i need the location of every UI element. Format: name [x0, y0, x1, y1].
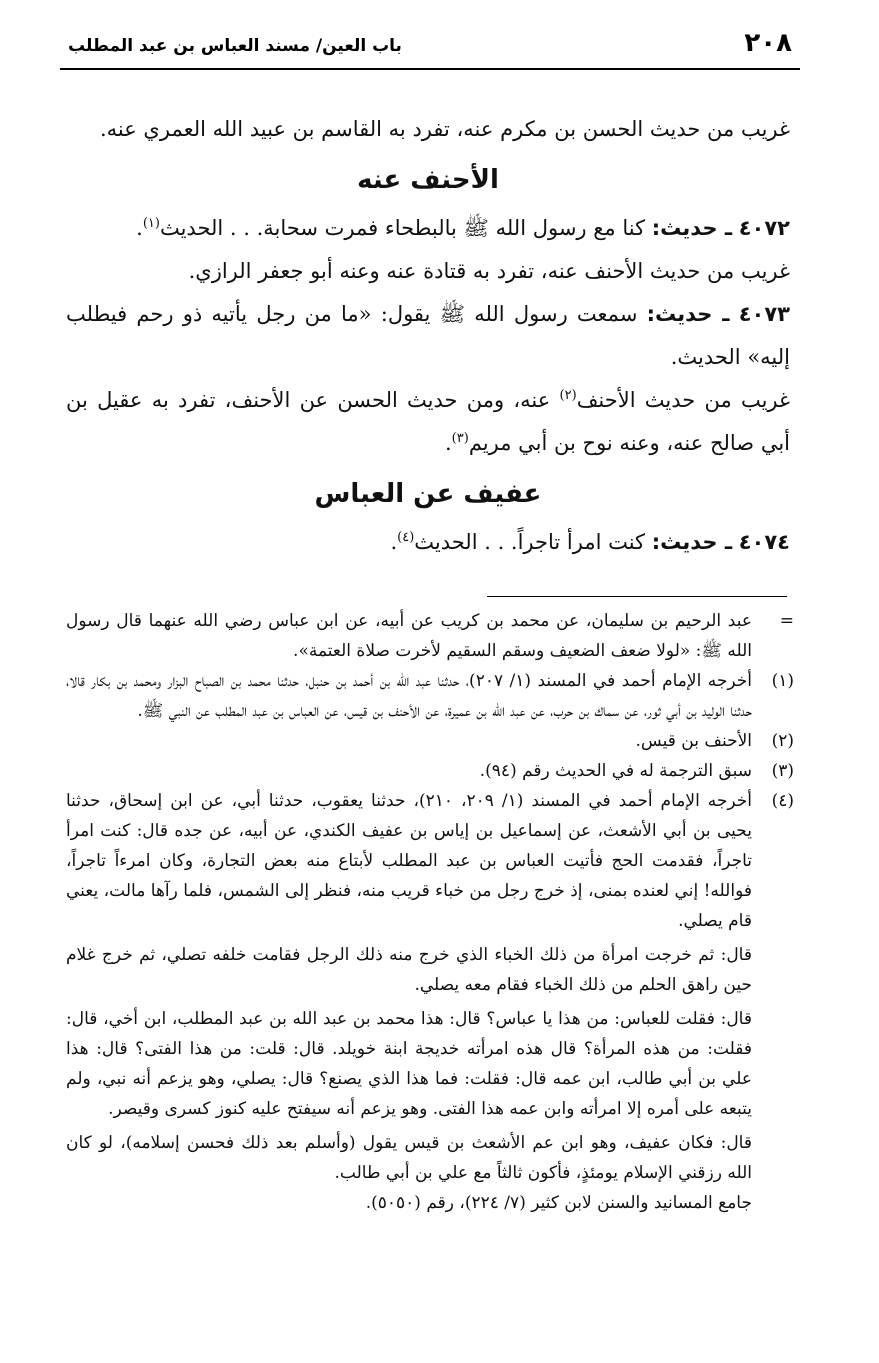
main-text [66, 108, 790, 564]
hadith-number: ٤٠٧٤ [738, 530, 790, 554]
footnote-ref[interactable]: (٣) [451, 431, 469, 446]
paragraph: غريب من حديث الحسن بن مكرم عنه، تفرد به القاسم بن عبيد الله العمري عنه. [99, 117, 790, 141]
hadith-end: . [390, 530, 398, 554]
footnote-2 [66, 726, 794, 756]
hadith-4074 [66, 521, 790, 564]
footnotes [66, 606, 794, 1218]
footnote-ref[interactable]: (٤) [397, 530, 415, 545]
footnote-text: أخرجه الإمام أحمد في المسند (١/ ٢٠٧)، حدثنا عبد الله بن أحمد بن حنبل، حدثنا محمد بن الصباح البزار ومحمد بن بكار قالا، حدثنا الوليد بن أبي ثور، عن سماك بن حرب، عن عبد الله بن عميرة، عن الأحنف بن قيس، عن العباس بن عبد المطلب عن النبي ﷺ. [66, 671, 752, 721]
hadith-end: . [136, 216, 143, 240]
page-header [60, 28, 800, 74]
paragraph-text: عنه، ومن حديث الحسن عن الأحنف، تفرد به عقيل بن أبي صالح عنه، وعنه نوح بن أبي مريم [66, 388, 790, 455]
hadith-number: ٤٠٧٢ [738, 216, 790, 240]
hadith-4073 [66, 293, 790, 379]
footnote-ref[interactable]: (١) [142, 216, 160, 231]
footnote-separator [487, 596, 787, 597]
hadith-text: سمعت رسول الله ﷺ يقول: «ما من رجل يأتيه ذو رحم فيطلب إليه» الحديث. [66, 302, 790, 369]
running-title: باب العين/ مسند العباس بن عبد المطلب [68, 36, 402, 56]
footnote-marker: (٢) [771, 731, 794, 751]
footnote-marker: (٤) [771, 791, 794, 811]
footnote-marker: (١) [771, 671, 794, 691]
hadith-number: ٤٠٧٣ [738, 302, 790, 326]
footnote-text: قال: فقلت للعباس: من هذا يا عباس؟ قال: هذا محمد بن عبد الله بن عبد المطلب، ابن أخي، قال: فقلت: من هذه المرأة؟ قال هذه امرأته خديجة ابنة خويلد. قال: قلت: من هذا الفتى؟ قال: هذا علي بن أبي طالب، ابن عمه قال: فقلت: فما هذا الذي يصنع؟ قال: يصلي، وهو يزعم أنه نبي، ولم يتبعه على أمره إلا امرأته وابن عمه هذا الفتى. وهو يزعم أنه سيفتح عليه كنوز كسرى وقيصر. [66, 1009, 752, 1119]
hadith-keyword: ـ حديث: [646, 302, 730, 326]
footnote-continuation [66, 606, 794, 666]
page-number: ٢٠٨ [744, 28, 792, 58]
footnote-4 [66, 786, 794, 1218]
paragraph [66, 379, 790, 465]
hadith-text: كنت امرأ تاجراً. . . الحديث [414, 530, 646, 554]
footnote-ref[interactable]: (٢) [559, 388, 577, 403]
hadith-keyword: ـ حديث: [651, 216, 733, 240]
footnote-text: الأحنف بن قيس. [635, 731, 752, 751]
footnote-text: أخرجه الإمام أحمد في المسند (١/ ٢٠٩، ٢١٠)، حدثنا يعقوب، حدثنا أبي، عن ابن إسحاق، حدثنا يحيى بن أبي الأشعث، عن إسماعيل بن إياس بن عفيف الكندي، عن أبيه، عن جده قال: كنت امرأ تاجراً، فقدمت الحج فأتيت العباس بن عبد المطلب لأبتاع منه بعض التجارة، وكان امرءاً تاجراً، فوالله! إني لعنده بمنى، إذ خرج رجل من خباء قريب منه، فنظر إلى الشمس، فلما رآها مالت، يعني قام يصلي. [66, 791, 753, 931]
footnote-source: جامع المسانيد والسنن لابن كثير (٧/ ٢٢٤)، رقم (٥٠٥٠). [365, 1193, 752, 1213]
footnote-text: عبد الرحيم بن سليمان، عن محمد بن كريب عن أبيه، عن ابن عباس رضي الله عنهما قال رسول الله ﷺ: «لولا ضعف الضعيف وسقم السقيم لأخرت صلاة العتمة». [66, 611, 752, 661]
paragraph: غريب من حديث الأحنف عنه، تفرد به قتادة عنه وعنه أبو جعفر الرازي. [188, 259, 790, 283]
hadith-keyword: ـ حديث: [651, 530, 733, 554]
section-heading: الأحنف عنه [357, 165, 499, 195]
section-heading: عفيف عن العباس [314, 479, 542, 509]
footnote-1 [66, 666, 794, 726]
footnote-text: قال: ثم خرجت امرأة من ذلك الخباء الذي خرج منه ذلك الرجل فقامت خلفه تصلي، ثم خرج غلام حين راهق الحلم من ذلك الخباء فقام معه يصلي. [66, 945, 752, 995]
hadith-4072 [66, 207, 790, 250]
header-rule [60, 68, 800, 70]
paragraph-end: . [444, 431, 452, 455]
footnote-3 [66, 756, 794, 786]
paragraph-text: غريب من حديث الأحنف [576, 388, 791, 412]
hadith-text: كنا مع رسول الله ﷺ بالبطحاء فمرت سحابة. . . الحديث [159, 216, 646, 240]
footnote-text: قال: فكان عفيف، وهو ابن عم الأشعث بن قيس يقول (وأسلم بعد ذلك فحسن إسلامه)، لو كان الله رزقني الإسلام يومئذٍ، فأكون ثالثاً مع علي بن أبي طالب. [66, 1133, 752, 1183]
footnote-marker: (٣) [771, 761, 794, 781]
footnote-marker: = [779, 611, 794, 631]
footnote-text: سبق الترجمة له في الحديث رقم (٩٤). [479, 761, 752, 781]
